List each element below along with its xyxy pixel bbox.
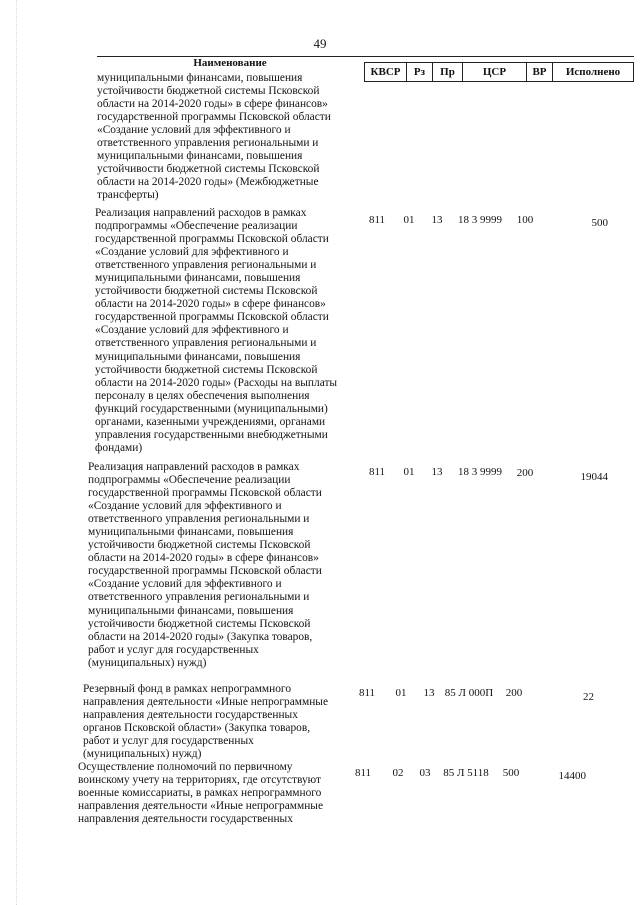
cell-csr: 18 3 9999 xyxy=(458,214,502,226)
row-name: Резервный фонд в рамках непрограммного направления деятельности «Иные непрограммные направления деятельности государственных органов Псковской области» (Закупка товаров, работ и услуг для государственных (муниципальных) нужд) xyxy=(83,683,329,761)
column-header-name: Наименование xyxy=(193,57,267,69)
column-header-rz: Рз xyxy=(406,63,432,81)
cell-pr: 13 xyxy=(431,214,443,226)
cell-kvsr: 811 xyxy=(358,687,376,699)
cell-pr: 13 xyxy=(423,687,435,699)
row-name: Реализация направлений расходов в рамках подпрограммы «Обеспечение реализации государственной программы Псковской области «Создание условий для эффективного и ответственного управления региональными и муниципальными финансами, повышения устойчивости бюджетной системы Псковской области на 2014-2020 годы» в сфере финансов» государственной программы Псковской области «Создание условий для эффективного и ответственного управления региональными и муниципальными финансами, повышения устойчивости бюджетной системы Псковской области на 2014-2020 годы» (Закупка товаров, работ и услуг для государственных (муниципальных) нужд) xyxy=(88,461,322,669)
column-header-kvsr: КВСР xyxy=(364,63,406,81)
cell-pr: 13 xyxy=(431,466,443,478)
table-header-row xyxy=(364,62,634,82)
page-number: 49 xyxy=(313,36,327,51)
cell-vr: 500 xyxy=(502,767,520,779)
cell-vr: 100 xyxy=(516,214,534,226)
column-header-vr: ВР xyxy=(526,63,552,81)
cell-kvsr: 811 xyxy=(354,767,372,779)
column-header-isp: Исполнено xyxy=(552,63,634,81)
column-header-csr: ЦСР xyxy=(462,63,526,81)
cell-isp: 22 xyxy=(583,691,594,703)
cell-isp: 500 xyxy=(591,217,608,229)
row-name: муниципальными финансами, повышения устойчивости бюджетной системы Псковской области на 2014-2020 годы» в сфере финансов» государственной программы Псковской области «Создание условий для эффективного и ответственного управления региональными и муниципальными финансами, повышения устойчивости бюджетной системы Псковской области на 2014-2020 годы» (Межбюджетные трансферты) xyxy=(97,72,331,202)
row-name: Осуществление полномочий по первичному воинскому учету на территориях, где отсутствуют военные комиссариаты, в рамках непрограммного направления деятельности «Иные непрограммные направления деятельности государственных xyxy=(78,761,324,826)
cell-csr: 85 Л 000П xyxy=(444,687,494,699)
cell-rz: 01 xyxy=(403,214,415,226)
cell-rz: 01 xyxy=(395,687,407,699)
cell-isp: 14400 xyxy=(558,770,586,782)
column-header-pr: Пр xyxy=(432,63,462,81)
cell-vr: 200 xyxy=(505,687,523,699)
cell-vr: 200 xyxy=(516,467,534,479)
cell-rz: 01 xyxy=(403,466,415,478)
cell-csr: 18 3 9999 xyxy=(458,466,502,478)
cell-csr: 85 Л 5118 xyxy=(443,767,489,779)
scan-margin-edge xyxy=(16,0,17,905)
cell-rz: 02 xyxy=(392,767,404,779)
cell-kvsr: 811 xyxy=(368,466,386,478)
row-name: Реализация направлений расходов в рамках подпрограммы «Обеспечение реализации государственной программы Псковской области «Создание условий для эффективного и ответственного управления региональными и муниципальными финансами, повышения устойчивости бюджетной системы Псковской области на 2014-2020 годы» в сфере финансов» государственной программы Псковской области «Создание условий для эффективного и ответственного управления региональными и муниципальными финансами, повышения устойчивости бюджетной системы Псковской области на 2014-2020 годы» (Расходы на выплаты персоналу в целях обеспечения выполнения функций государственными (муниципальными) органами, казенными учреждениями, органами управления государственными внебюджетными фондами) xyxy=(95,207,338,454)
cell-isp: 19044 xyxy=(580,471,608,483)
cell-pr: 03 xyxy=(419,767,431,779)
cell-kvsr: 811 xyxy=(368,214,386,226)
